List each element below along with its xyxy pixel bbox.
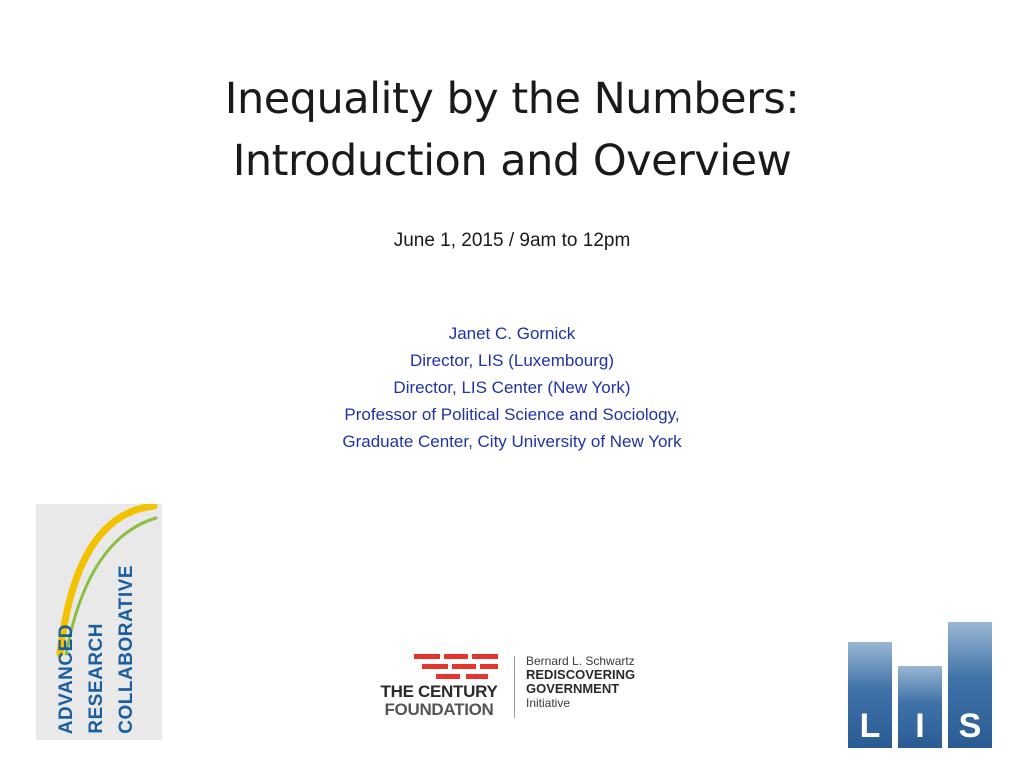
lis-bar-s [948, 622, 992, 748]
speaker-role-1: Director, LIS (Luxembourg) [409, 351, 615, 370]
title-line-1: Inequality by the Numbers: [224, 74, 800, 124]
arc-text [54, 565, 140, 734]
initiative-line-3: GOVERNMENT [526, 681, 620, 696]
speaker-role-2: Director, LIS Center (New York) [393, 378, 631, 397]
initiative-line-4: Initiative [526, 696, 571, 710]
century-name-line-2: FOUNDATION [384, 700, 494, 719]
title-line-2: Introduction and Overview [232, 136, 792, 186]
arc-line-advanced: ADVANCED [56, 623, 77, 734]
century-foundation-logo [368, 650, 658, 722]
arc-line-collaborative: COLLABORATIVE [116, 565, 137, 734]
lis-bar-l [848, 642, 892, 748]
logo-divider [514, 656, 515, 718]
slide-title [112, 68, 912, 192]
speaker-info [212, 320, 812, 455]
century-name-line-1: THE CENTURY [380, 682, 498, 701]
initiative-text [526, 654, 666, 710]
speaker-role-4: Graduate Center, City University of New York [342, 432, 682, 451]
lis-logo [848, 622, 992, 748]
lis-letter-s: S [958, 707, 982, 745]
arc-logo [36, 504, 162, 740]
arc-line-research: RESEARCH [86, 623, 107, 734]
initiative-line-1: Bernard L. Schwartz [526, 654, 635, 668]
century-foundation-name [372, 683, 506, 719]
date-time: June 1, 2015 / 9am to 12pm [393, 230, 631, 251]
speaker-role-3: Professor of Political Science and Sociology, [344, 405, 680, 424]
lis-bar-i [898, 666, 942, 748]
century-bars-icon [414, 654, 498, 680]
lis-letter-l: L [859, 707, 881, 745]
speaker-name: Janet C. Gornick [448, 324, 576, 343]
lis-letter-i: I [915, 707, 925, 745]
initiative-line-2: REDISCOVERING [526, 667, 636, 682]
